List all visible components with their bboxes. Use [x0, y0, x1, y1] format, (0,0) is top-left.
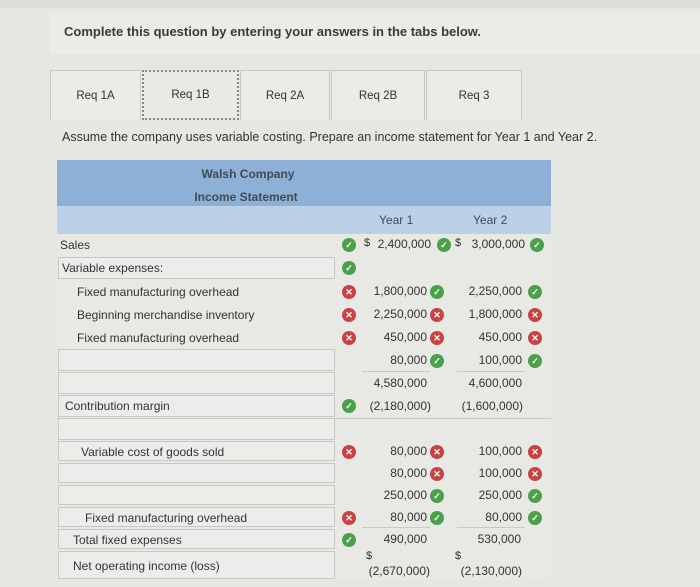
- check-icon: ✓: [342, 261, 356, 275]
- tab-req-2b[interactable]: Req 2B: [331, 70, 425, 120]
- sum-line: [362, 371, 430, 372]
- f1-year2[interactable]: 100,000: [478, 444, 522, 458]
- cross-icon: ✕: [528, 467, 542, 481]
- check-icon: ✓: [528, 489, 542, 503]
- sales-label: Sales: [60, 238, 91, 252]
- row1-year1[interactable]: 1,800,000: [373, 284, 427, 298]
- currency-sign: $: [366, 550, 373, 562]
- f1-year1[interactable]: 80,000: [390, 444, 427, 458]
- label-field[interactable]: [58, 485, 335, 505]
- row-label: Variable cost of goods sold: [81, 445, 225, 459]
- label-field[interactable]: [58, 418, 335, 440]
- noi-label: Net operating income (loss): [73, 559, 220, 573]
- row3-year1[interactable]: 450,000: [383, 330, 427, 344]
- row-label: Fixed manufacturing overhead: [85, 511, 248, 525]
- year2-header: Year 2: [473, 213, 508, 227]
- sales-year2[interactable]: 3,000,000: [471, 237, 525, 251]
- check-icon: ✓: [528, 511, 542, 525]
- sum-line: [457, 371, 525, 372]
- currency-sign: $: [455, 550, 462, 562]
- row-label: Fixed manufacturing overhead: [77, 285, 240, 299]
- noi-year1[interactable]: (2,670,000): [368, 564, 430, 578]
- cross-icon: ✕: [528, 308, 542, 322]
- check-icon: ✓: [430, 489, 444, 503]
- row-separator: [57, 418, 551, 419]
- check-icon: ✓: [437, 238, 451, 252]
- label-field[interactable]: [58, 372, 335, 394]
- cross-icon: ✕: [430, 467, 444, 481]
- f4-year2[interactable]: 80,000: [485, 510, 522, 524]
- row4-year2[interactable]: 100,000: [478, 353, 522, 367]
- year1-header: Year 1: [379, 213, 414, 227]
- cross-icon: ✕: [342, 285, 356, 299]
- f4-year1[interactable]: 80,000: [390, 510, 427, 524]
- question-prompt: Complete this question by entering your answers in the tabs below.: [64, 24, 482, 39]
- row-label: Beginning merchandise inventory: [77, 308, 255, 322]
- row1-year2[interactable]: 2,250,000: [468, 284, 522, 298]
- check-icon: ✓: [430, 285, 444, 299]
- cross-icon: ✕: [342, 308, 356, 322]
- cross-icon: ✕: [430, 445, 444, 459]
- variable-expenses-label: Variable expenses:: [62, 261, 164, 275]
- total-fixed-label: Total fixed expenses: [73, 533, 182, 547]
- tf-year2[interactable]: 530,000: [477, 532, 521, 546]
- cross-icon: ✕: [342, 511, 356, 525]
- contribution-margin-label: Contribution margin: [65, 399, 170, 413]
- row-label: Fixed manufacturing overhead: [77, 331, 240, 345]
- f2-year1[interactable]: 80,000: [390, 466, 427, 480]
- check-icon: ✓: [342, 238, 356, 252]
- row5-year2[interactable]: 4,600,000: [468, 376, 522, 390]
- cross-icon: ✕: [430, 308, 444, 322]
- statement-banner: [57, 160, 551, 206]
- statement-title: Income Statement: [194, 190, 298, 204]
- row2-year1[interactable]: 2,250,000: [373, 307, 427, 321]
- check-icon: ✓: [342, 399, 356, 413]
- currency-sign: $: [455, 237, 462, 249]
- check-icon: ✓: [342, 533, 356, 547]
- tf-year1[interactable]: 490,000: [383, 532, 427, 546]
- company-name: Walsh Company: [201, 167, 295, 181]
- f2-year2[interactable]: 100,000: [478, 466, 522, 480]
- row4-year1[interactable]: 80,000: [390, 353, 427, 367]
- cm-year1[interactable]: (2,180,000): [369, 399, 431, 413]
- check-icon: ✓: [430, 354, 444, 368]
- label-field[interactable]: [58, 349, 335, 371]
- label-field[interactable]: [58, 463, 335, 483]
- cross-icon: ✕: [342, 445, 356, 459]
- cross-icon: ✕: [342, 331, 356, 345]
- sum-line: [362, 527, 430, 528]
- tab-req-3[interactable]: Req 3: [426, 70, 522, 120]
- currency-sign: $: [364, 237, 371, 249]
- instruction-text: Assume the company uses variable costing. Prepare an income statement for Year 1 and Year 2.: [62, 130, 598, 144]
- tab-req-2a[interactable]: Req 2A: [240, 70, 330, 120]
- cm-year2[interactable]: (1,600,000): [461, 399, 523, 413]
- f3-year2[interactable]: 250,000: [478, 488, 522, 502]
- cross-icon: ✕: [528, 331, 542, 345]
- check-icon: ✓: [528, 354, 542, 368]
- row5-year1[interactable]: 4,580,000: [373, 376, 427, 390]
- sales-year1[interactable]: 2,400,000: [377, 237, 431, 251]
- income-statement: [57, 160, 551, 580]
- row3-year2[interactable]: 450,000: [478, 330, 522, 344]
- check-icon: ✓: [430, 511, 444, 525]
- check-icon: ✓: [530, 238, 544, 252]
- row2-year2[interactable]: 1,800,000: [468, 307, 522, 321]
- check-icon: ✓: [528, 285, 542, 299]
- cross-icon: ✕: [528, 445, 542, 459]
- f3-year1[interactable]: 250,000: [383, 488, 427, 502]
- noi-year2[interactable]: (2,130,000): [460, 564, 522, 578]
- top-strip: [0, 0, 700, 8]
- tab-req-1b[interactable]: Req 1B: [142, 70, 239, 120]
- cross-icon: ✕: [430, 331, 444, 345]
- tab-req-1a[interactable]: Req 1A: [50, 70, 141, 120]
- sum-line: [457, 527, 525, 528]
